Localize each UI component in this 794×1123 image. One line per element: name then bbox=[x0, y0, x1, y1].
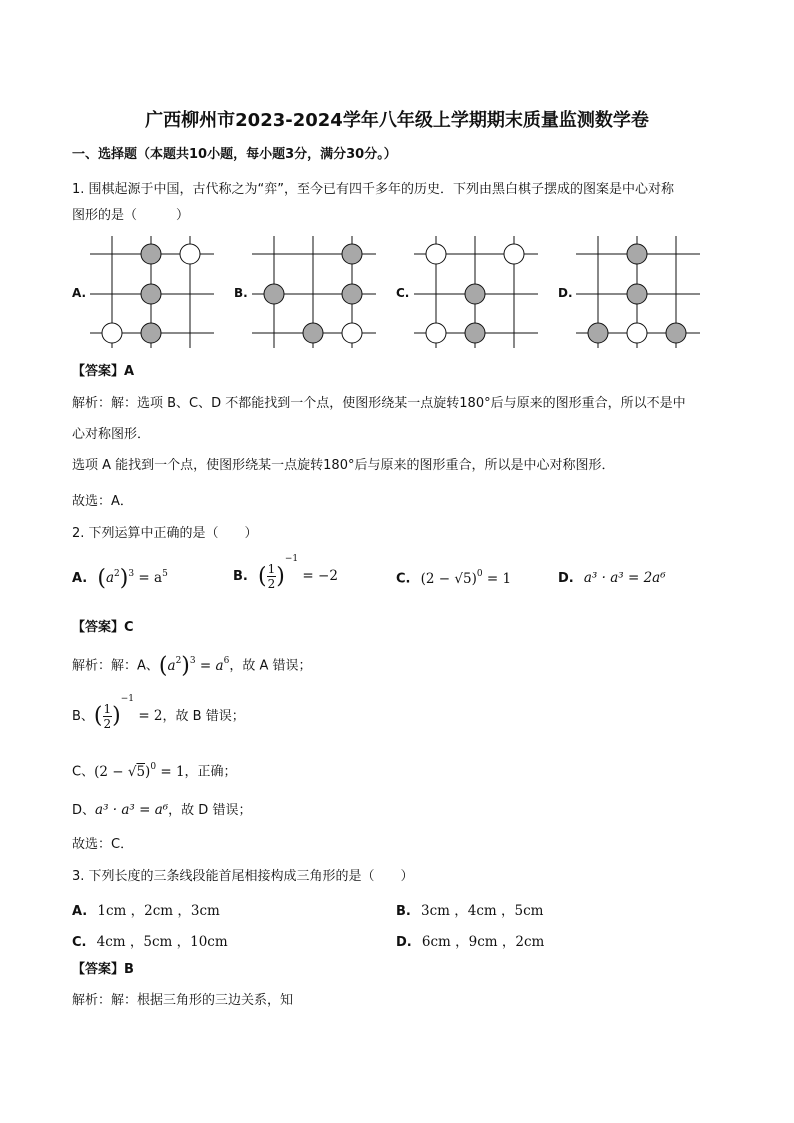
black-stone bbox=[627, 284, 647, 304]
q3-option-d: D. 6cm ，9cm ，2cm bbox=[396, 934, 545, 950]
black-stone bbox=[342, 244, 362, 264]
section-heading: 一、选择题（本题共10小题，每小题3分，满分30分。） bbox=[72, 147, 397, 162]
q3-option-b: B. 3cm ，4cm ，5cm bbox=[396, 903, 544, 919]
page-title: 广西柳州市2023-2024学年八年级上学期期末质量监测数学卷 bbox=[145, 110, 649, 131]
q2-explanation-b: B、( $\frac{1}{2}$ )$^{-1}$ = 2，故 B 错误； bbox=[72, 693, 245, 731]
q2-stem: 2. 下列运算中正确的是（ ） bbox=[72, 526, 258, 541]
go-board-d bbox=[576, 236, 706, 351]
q1-answer: 【答案】A bbox=[72, 364, 135, 379]
go-board-c bbox=[414, 236, 544, 351]
black-stone bbox=[666, 323, 686, 343]
q3-option-a: A. 1cm ，2cm ，3cm bbox=[72, 903, 220, 919]
q1-stem-line2: 图形的是（ ） bbox=[72, 208, 190, 223]
black-stone bbox=[342, 284, 362, 304]
white-stone bbox=[180, 244, 200, 264]
q1-explanation-line2: 心对称图形． bbox=[72, 427, 151, 442]
q1-explanation-line3: 选项 A 能找到一个点，使图形绕某一点旋转180°后与原来的图形重合，所以是中心对称图形． bbox=[72, 458, 615, 473]
q3-stem: 3. 下列长度的三条线段能首尾相接构成三角形的是（ ） bbox=[72, 869, 414, 884]
q1-choose: 故选：A． bbox=[72, 494, 133, 509]
q1-option-b-label: B. bbox=[234, 286, 248, 300]
white-stone bbox=[342, 323, 362, 343]
q2-explanation-c: C、$(2 - √5)^0 = 1$，正确； bbox=[72, 762, 237, 780]
white-stone bbox=[102, 323, 122, 343]
white-stone bbox=[426, 244, 446, 264]
q3-answer: 【答案】B bbox=[72, 962, 134, 977]
q2-choose: 故选：C． bbox=[72, 837, 134, 852]
black-stone bbox=[141, 284, 161, 304]
white-stone bbox=[504, 244, 524, 264]
q1-stem-line1: 1. 围棋起源于中国，古代称之为“弈”，至今已有四千多年的历史．下列由黑白棋子摆成的图案是中心对称 bbox=[72, 182, 675, 197]
q2-option-c: C. $(2 - √5)^0 = 1$ bbox=[396, 569, 512, 587]
q2-option-b: B. ( $\frac{1}{2}$ )$^{-1}$ = −2 bbox=[233, 553, 338, 591]
black-stone bbox=[141, 323, 161, 343]
black-stone bbox=[303, 323, 323, 343]
black-stone bbox=[627, 244, 647, 264]
white-stone bbox=[627, 323, 647, 343]
black-stone bbox=[465, 323, 485, 343]
go-board-b bbox=[252, 236, 382, 351]
black-stone bbox=[264, 284, 284, 304]
q3-explanation-line1: 解析：解：根据三角形的三边关系，知 bbox=[72, 993, 294, 1008]
q2-explanation-d: D、a³ · a³ = a⁶，故 D 错误； bbox=[72, 802, 252, 818]
q1-option-a-label: A. bbox=[72, 286, 87, 300]
q2-answer: 【答案】C bbox=[72, 620, 134, 635]
q1-option-d-label: D. bbox=[558, 286, 573, 300]
black-stone bbox=[588, 323, 608, 343]
go-board-a bbox=[90, 236, 220, 351]
black-stone bbox=[465, 284, 485, 304]
white-stone bbox=[426, 323, 446, 343]
black-stone bbox=[141, 244, 161, 264]
q3-option-c: C. 4cm ，5cm ，10cm bbox=[72, 934, 228, 950]
q2-option-a: A. $(a^2)^3 = a^5$ bbox=[72, 566, 168, 591]
q2-option-d: D. a³ · a³ = 2a⁶ bbox=[558, 570, 666, 586]
q2-explanation-a: 解析：解：A、$(a^2)^3 = a^6$，故 A 错误； bbox=[72, 653, 312, 678]
q1-option-c-label: C. bbox=[396, 286, 410, 300]
q1-explanation-line1: 解析：解：选项 B、C、D 不都能找到一个点，使图形绕某一点旋转180°后与原来的图形重合，所以不是中 bbox=[72, 396, 686, 411]
